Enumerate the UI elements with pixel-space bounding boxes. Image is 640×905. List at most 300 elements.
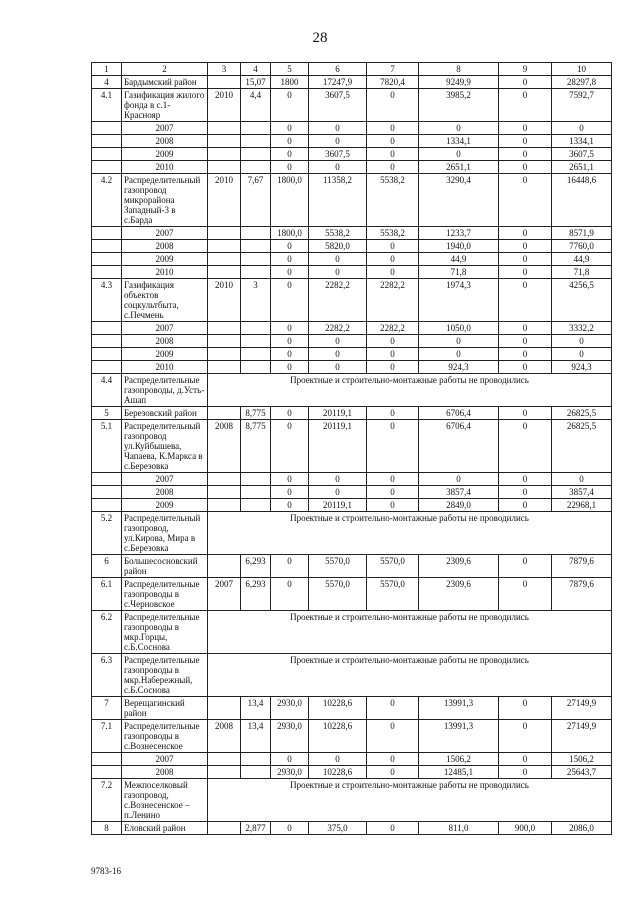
value-cell: 0 — [499, 499, 552, 512]
value-cell: 0 — [309, 161, 367, 174]
value-cell: 0 — [499, 766, 552, 779]
value-cell: 13991,3 — [419, 720, 499, 753]
empty-cell — [241, 322, 271, 335]
value-cell: 2282,2 — [367, 279, 419, 322]
empty-cell — [241, 348, 271, 361]
year-row — [92, 122, 612, 135]
header-cell: 4 — [241, 63, 271, 76]
empty-cell — [208, 361, 241, 374]
row-name: Распределительный газопровод ул.Куйбышева, Чапаева, К.Маркса в с.Березовка — [122, 420, 208, 473]
year-label: 2008 — [122, 335, 208, 348]
value-cell: 3607,5 — [552, 148, 612, 161]
value-cell: 0 — [499, 161, 552, 174]
row-name: Большесосновский район — [122, 555, 208, 578]
year-label: 2009 — [122, 253, 208, 266]
row-name: Газификация жилого фонда в с.1-Краснояр — [122, 89, 208, 122]
row-name: Распределительные газопроводы в с.Черновское — [122, 578, 208, 611]
row-number: 4.3 — [92, 279, 122, 322]
value-cell: 0 — [367, 348, 419, 361]
value-cell — [208, 407, 241, 420]
value-cell: 0 — [367, 335, 419, 348]
value-cell: 17247,9 — [309, 76, 367, 89]
header-cell: 1 — [92, 63, 122, 76]
value-cell: 0 — [367, 473, 419, 486]
empty-cell — [241, 499, 271, 512]
value-cell: 2007 — [208, 578, 241, 611]
row-number: 6 — [92, 555, 122, 578]
value-cell: 0 — [367, 697, 419, 720]
value-cell: 0 — [367, 499, 419, 512]
value-cell: 900,0 — [499, 822, 552, 835]
value-cell: 0 — [309, 253, 367, 266]
value-cell: 1334,1 — [419, 135, 499, 148]
header-cell: 7 — [367, 63, 419, 76]
value-cell: 0 — [499, 174, 552, 227]
value-cell: 12485,1 — [419, 766, 499, 779]
value-cell: 7879,6 — [552, 555, 612, 578]
value-cell: 0 — [271, 266, 309, 279]
value-cell: 0 — [309, 348, 367, 361]
empty-cell — [92, 322, 122, 335]
value-cell: 10228,6 — [309, 766, 367, 779]
empty-cell — [208, 766, 241, 779]
value-cell: 0 — [271, 822, 309, 835]
value-cell: 6706,4 — [419, 407, 499, 420]
value-cell: 0 — [309, 473, 367, 486]
value-cell: 924,3 — [419, 361, 499, 374]
value-cell: 22968,1 — [552, 499, 612, 512]
value-cell: 0 — [271, 253, 309, 266]
value-cell: 3290,4 — [419, 174, 499, 227]
header-cell: 8 — [419, 63, 499, 76]
empty-cell — [241, 335, 271, 348]
value-cell: 0 — [271, 578, 309, 611]
year-row — [92, 253, 612, 266]
empty-cell — [92, 361, 122, 374]
value-cell: 3985,2 — [419, 89, 499, 122]
table-body — [92, 63, 612, 835]
year-row — [92, 135, 612, 148]
empty-cell — [92, 473, 122, 486]
row-number: 4.4 — [92, 374, 122, 407]
value-cell: 2,877 — [241, 822, 271, 835]
row-number: 5 — [92, 407, 122, 420]
year-label: 2008 — [122, 135, 208, 148]
empty-cell — [241, 253, 271, 266]
value-cell: 3607,5 — [309, 148, 367, 161]
value-cell: 44,9 — [552, 253, 612, 266]
value-cell: 0 — [309, 122, 367, 135]
value-cell: 1974,3 — [419, 279, 499, 322]
value-cell: 1800,0 — [271, 227, 309, 240]
table-row — [92, 555, 612, 578]
empty-cell — [208, 122, 241, 135]
value-cell: 2282,2 — [309, 322, 367, 335]
empty-cell — [92, 227, 122, 240]
row-name: Газификация объектов соцкультбыта, с.Печмень — [122, 279, 208, 322]
table-row — [92, 174, 612, 227]
note-row — [92, 654, 612, 697]
value-cell: 0 — [271, 148, 309, 161]
header-cell: 6 — [309, 63, 367, 76]
year-label: 2009 — [122, 499, 208, 512]
value-cell: 2008 — [208, 720, 241, 753]
value-cell: 0 — [499, 697, 552, 720]
value-cell: 28297,8 — [552, 76, 612, 89]
row-number: 6.3 — [92, 654, 122, 697]
year-row — [92, 473, 612, 486]
value-cell: 13,4 — [241, 697, 271, 720]
empty-cell — [241, 473, 271, 486]
row-name: Распределительные газопроводы, д.Усть-Ашап — [122, 374, 208, 407]
year-row — [92, 348, 612, 361]
row-name: Березовский район — [122, 407, 208, 420]
value-cell: 3332,2 — [552, 322, 612, 335]
value-cell: 10228,6 — [309, 720, 367, 753]
value-cell: 0 — [552, 473, 612, 486]
table-row — [92, 822, 612, 835]
value-cell: 0 — [367, 148, 419, 161]
empty-cell — [92, 161, 122, 174]
value-cell: 4,4 — [241, 89, 271, 122]
year-row — [92, 240, 612, 253]
value-cell: 0 — [271, 486, 309, 499]
value-cell: 0 — [367, 135, 419, 148]
value-cell — [208, 697, 241, 720]
empty-cell — [208, 253, 241, 266]
value-cell: 6706,4 — [419, 420, 499, 473]
empty-cell — [92, 122, 122, 135]
value-cell: 20119,1 — [309, 499, 367, 512]
value-cell: 0 — [271, 555, 309, 578]
row-name: Бардымский район — [122, 76, 208, 89]
value-cell: 8,775 — [241, 407, 271, 420]
value-cell: 0 — [367, 89, 419, 122]
value-cell: 0 — [367, 766, 419, 779]
empty-cell — [241, 753, 271, 766]
value-cell: 0 — [271, 348, 309, 361]
year-row — [92, 335, 612, 348]
header-cell: 2 — [122, 63, 208, 76]
value-cell: 0 — [271, 122, 309, 135]
empty-cell — [92, 253, 122, 266]
value-cell: 0 — [499, 486, 552, 499]
value-cell: 0 — [499, 335, 552, 348]
value-cell: 2651,1 — [552, 161, 612, 174]
value-cell: 2849,0 — [419, 499, 499, 512]
value-cell: 0 — [499, 361, 552, 374]
row-name: Верещагинский район — [122, 697, 208, 720]
value-cell — [208, 555, 241, 578]
value-cell: 1334,1 — [552, 135, 612, 148]
value-cell: 71,8 — [419, 266, 499, 279]
value-cell: 0 — [367, 361, 419, 374]
empty-cell — [241, 148, 271, 161]
value-cell: 0 — [499, 122, 552, 135]
value-cell: 811,0 — [419, 822, 499, 835]
empty-cell — [92, 148, 122, 161]
row-number: 7 — [92, 697, 122, 720]
value-cell: 0 — [499, 266, 552, 279]
year-label: 2007 — [122, 473, 208, 486]
value-cell: 0 — [499, 253, 552, 266]
row-name: Межпоселковый газопровод, с.Вознесенское – п.Ленино — [122, 779, 208, 822]
note-row — [92, 779, 612, 822]
value-cell: 1050,0 — [419, 322, 499, 335]
value-cell: 1940,0 — [419, 240, 499, 253]
value-cell: 0 — [419, 473, 499, 486]
value-cell: 0 — [309, 335, 367, 348]
budget-table — [91, 62, 612, 835]
value-cell: 2086,0 — [552, 822, 612, 835]
value-cell: 10228,6 — [309, 697, 367, 720]
value-cell: 0 — [499, 148, 552, 161]
value-cell: 0 — [499, 279, 552, 322]
value-cell: 2010 — [208, 174, 241, 227]
value-cell: 0 — [271, 279, 309, 322]
table-row — [92, 89, 612, 122]
empty-cell — [92, 766, 122, 779]
row-number: 8 — [92, 822, 122, 835]
value-cell: 0 — [367, 240, 419, 253]
table-row — [92, 720, 612, 753]
value-cell: 1506,2 — [419, 753, 499, 766]
value-cell: 0 — [271, 335, 309, 348]
value-cell: 0 — [309, 135, 367, 148]
empty-cell — [92, 753, 122, 766]
row-name: Еловский район — [122, 822, 208, 835]
value-cell: 1800,0 — [271, 174, 309, 227]
value-cell: 0 — [367, 753, 419, 766]
value-cell: 5820,0 — [309, 240, 367, 253]
value-cell: 924,3 — [552, 361, 612, 374]
row-number: 5.1 — [92, 420, 122, 473]
header-cell: 3 — [208, 63, 241, 76]
value-cell: 0 — [552, 335, 612, 348]
value-cell: 0 — [499, 578, 552, 611]
empty-cell — [92, 486, 122, 499]
value-cell: 0 — [271, 420, 309, 473]
empty-cell — [208, 240, 241, 253]
value-cell: 0 — [309, 753, 367, 766]
table-row — [92, 407, 612, 420]
value-cell: 0 — [499, 720, 552, 753]
note-row — [92, 611, 612, 654]
value-cell: 0 — [367, 122, 419, 135]
row-name: Распределительный газопровод микрорайона Западный-3 в с.Барда — [122, 174, 208, 227]
no-works-note: Проектные и строительно-монтажные работы не проводились — [208, 611, 612, 654]
value-cell: 8,775 — [241, 420, 271, 473]
no-works-note: Проектные и строительно-монтажные работы не проводились — [208, 512, 612, 555]
year-row — [92, 161, 612, 174]
value-cell: 0 — [367, 822, 419, 835]
row-number: 4.1 — [92, 89, 122, 122]
value-cell: 3857,4 — [419, 486, 499, 499]
value-cell: 44,9 — [419, 253, 499, 266]
header-cell: 9 — [499, 63, 552, 76]
empty-cell — [208, 135, 241, 148]
value-cell: 9249,9 — [419, 76, 499, 89]
value-cell: 5570,0 — [309, 578, 367, 611]
value-cell: 27149,9 — [552, 697, 612, 720]
empty-cell — [208, 161, 241, 174]
value-cell: 0 — [499, 240, 552, 253]
value-cell: 0 — [271, 407, 309, 420]
row-number: 7.2 — [92, 779, 122, 822]
value-cell: 0 — [499, 76, 552, 89]
value-cell: 5570,0 — [309, 555, 367, 578]
value-cell: 0 — [271, 753, 309, 766]
value-cell: 2282,2 — [367, 322, 419, 335]
value-cell: 0 — [271, 161, 309, 174]
value-cell: 0 — [419, 122, 499, 135]
value-cell: 0 — [309, 266, 367, 279]
value-cell: 20119,1 — [309, 407, 367, 420]
empty-cell — [92, 266, 122, 279]
empty-cell — [92, 348, 122, 361]
row-number: 4 — [92, 76, 122, 89]
value-cell: 5570,0 — [367, 555, 419, 578]
value-cell: 375,0 — [309, 822, 367, 835]
value-cell: 0 — [271, 322, 309, 335]
empty-cell — [208, 266, 241, 279]
year-row — [92, 266, 612, 279]
empty-cell — [241, 266, 271, 279]
row-number: 6.2 — [92, 611, 122, 654]
row-number: 6.1 — [92, 578, 122, 611]
row-name: Распределительные газопроводы в мкр.Горцы, с.Б.Соснова — [122, 611, 208, 654]
value-cell: 3607,5 — [309, 89, 367, 122]
row-number: 7.1 — [92, 720, 122, 753]
empty-cell — [208, 753, 241, 766]
value-cell: 5538,2 — [309, 227, 367, 240]
value-cell: 0 — [367, 253, 419, 266]
value-cell: 5538,2 — [367, 174, 419, 227]
empty-cell — [241, 161, 271, 174]
empty-cell — [92, 499, 122, 512]
value-cell — [208, 822, 241, 835]
value-cell: 0 — [499, 420, 552, 473]
table-row — [92, 578, 612, 611]
empty-cell — [241, 361, 271, 374]
value-cell: 0 — [499, 89, 552, 122]
value-cell: 3857,4 — [552, 486, 612, 499]
value-cell: 0 — [271, 135, 309, 148]
value-cell: 0 — [499, 348, 552, 361]
note-row — [92, 374, 612, 407]
no-works-note: Проектные и строительно-монтажные работы не проводились — [208, 654, 612, 697]
value-cell: 0 — [552, 122, 612, 135]
value-cell: 0 — [271, 473, 309, 486]
value-cell: 0 — [367, 486, 419, 499]
value-cell: 0 — [309, 486, 367, 499]
value-cell: 0 — [367, 407, 419, 420]
value-cell: 16448,6 — [552, 174, 612, 227]
value-cell: 15,07 — [241, 76, 271, 89]
value-cell: 4256,5 — [552, 279, 612, 322]
year-row — [92, 322, 612, 335]
empty-cell — [208, 148, 241, 161]
value-cell: 0 — [367, 161, 419, 174]
value-cell: 0 — [499, 227, 552, 240]
value-cell: 0 — [367, 266, 419, 279]
year-label: 2008 — [122, 766, 208, 779]
value-cell: 0 — [499, 753, 552, 766]
value-cell: 2010 — [208, 279, 241, 322]
value-cell: 26825,5 — [552, 420, 612, 473]
row-number: 5.2 — [92, 512, 122, 555]
value-cell: 2282,2 — [309, 279, 367, 322]
empty-cell — [241, 135, 271, 148]
note-row — [92, 512, 612, 555]
value-cell: 6,293 — [241, 578, 271, 611]
no-works-note: Проектные и строительно-монтажные работы не проводились — [208, 374, 612, 407]
year-label: 2010 — [122, 266, 208, 279]
value-cell: 0 — [271, 89, 309, 122]
value-cell: 26825,5 — [552, 407, 612, 420]
table-header-row — [92, 63, 612, 76]
empty-cell — [92, 240, 122, 253]
value-cell: 13,4 — [241, 720, 271, 753]
year-row — [92, 148, 612, 161]
value-cell: 7760,0 — [552, 240, 612, 253]
year-row — [92, 361, 612, 374]
empty-cell — [241, 227, 271, 240]
value-cell: 71,8 — [552, 266, 612, 279]
year-row — [92, 227, 612, 240]
year-label: 2007 — [122, 753, 208, 766]
value-cell: 0 — [499, 135, 552, 148]
value-cell: 1506,2 — [552, 753, 612, 766]
row-number: 4.2 — [92, 174, 122, 227]
row-name: Распределительные газопроводы в мкр.Набережный, с.Б.Соснова — [122, 654, 208, 697]
value-cell: 0 — [367, 720, 419, 753]
header-cell: 5 — [271, 63, 309, 76]
year-label: 2010 — [122, 161, 208, 174]
empty-cell — [92, 135, 122, 148]
year-label: 2008 — [122, 486, 208, 499]
year-label: 2007 — [122, 322, 208, 335]
empty-cell — [92, 335, 122, 348]
value-cell: 0 — [309, 361, 367, 374]
value-cell: 0 — [367, 420, 419, 473]
value-cell: 13991,3 — [419, 697, 499, 720]
empty-cell — [208, 473, 241, 486]
value-cell: 7879,6 — [552, 578, 612, 611]
value-cell: 0 — [419, 348, 499, 361]
value-cell: 0 — [552, 348, 612, 361]
value-cell — [208, 76, 241, 89]
empty-cell — [208, 227, 241, 240]
value-cell: 1800 — [271, 76, 309, 89]
row-name: Распределительный газопровод, ул.Кирова, Мира в с.Березовка — [122, 512, 208, 555]
table-row — [92, 697, 612, 720]
empty-cell — [241, 122, 271, 135]
year-label: 2008 — [122, 240, 208, 253]
value-cell: 2309,6 — [419, 555, 499, 578]
value-cell: 1233,7 — [419, 227, 499, 240]
value-cell: 20119,1 — [309, 420, 367, 473]
value-cell: 0 — [499, 473, 552, 486]
table-row — [92, 76, 612, 89]
value-cell: 2008 — [208, 420, 241, 473]
value-cell: 0 — [499, 555, 552, 578]
empty-cell — [208, 486, 241, 499]
header-cell: 10 — [552, 63, 612, 76]
value-cell: 5538,2 — [367, 227, 419, 240]
empty-cell — [241, 240, 271, 253]
table-row — [92, 279, 612, 322]
